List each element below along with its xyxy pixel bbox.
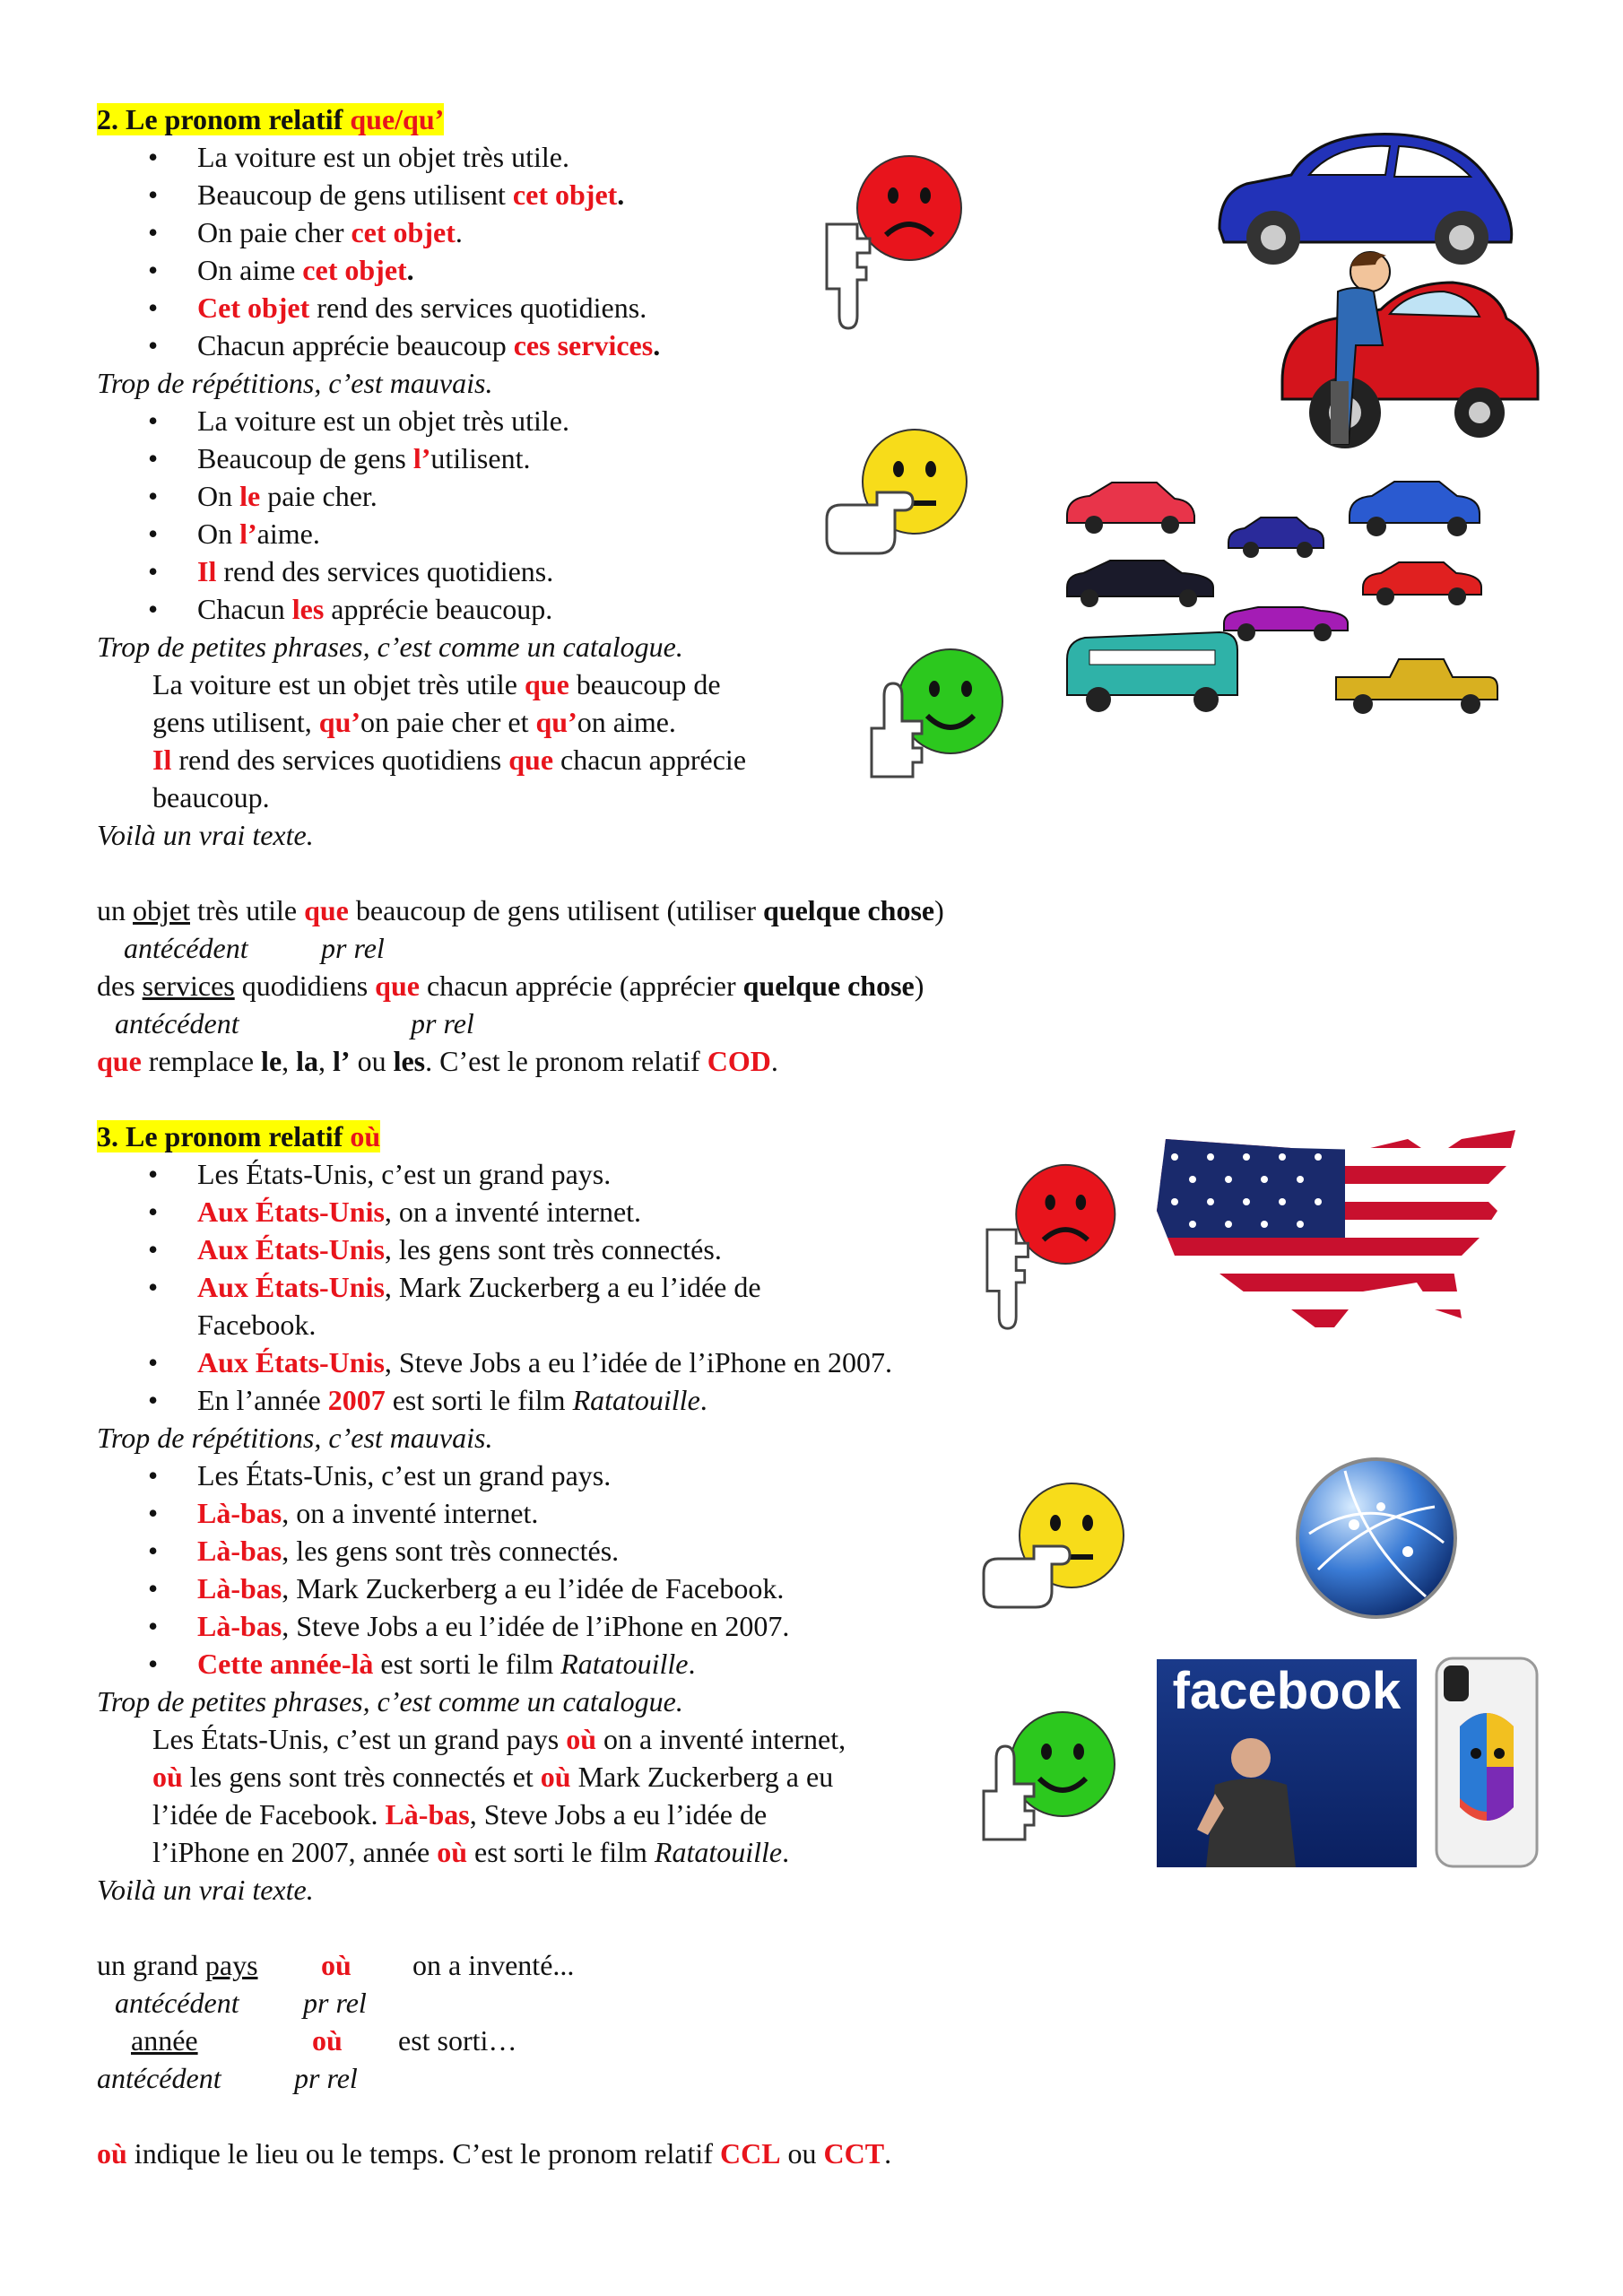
list-item: • Il rend des services quotidiens. xyxy=(197,552,553,590)
note-catalogue: Trop de petites phrases, c’est comme un catalogue. xyxy=(97,631,683,663)
purple-convertible xyxy=(1224,607,1348,641)
facebook-zuckerberg-image xyxy=(1157,1659,1417,1867)
man-with-red-car-image xyxy=(1264,247,1542,453)
note-catalogue: Trop de petites phrases, c’est comme un catalogue. xyxy=(97,1685,683,1718)
list-item: • Là-bas, les gens sont très connectés. xyxy=(197,1532,619,1570)
example-line: des services quodidiens que chacun apprécie (apprécier quelque chose) xyxy=(97,970,924,1002)
label-pr-rel: pr rel xyxy=(294,2062,358,2094)
list-item: • Cette année-là est sorti le film Ratatouille. xyxy=(197,1645,695,1683)
example-rest: on a inventé... xyxy=(412,1949,575,1981)
list-item-continuation: Facebook. xyxy=(197,1309,317,1341)
label-antecedent: antécédent xyxy=(115,1007,239,1039)
rule-line: que remplace le, la, l’ ou les. C’est le pronom relatif COD. xyxy=(97,1045,778,1077)
label-pr-rel: pr rel xyxy=(303,1987,367,2019)
section3-heading: 3. Le pronom relatif où xyxy=(97,1120,381,1152)
note-repetitions: Trop de répétitions, c’est mauvais. xyxy=(97,367,493,399)
paragraph-line: l’idée de Facebook. Là-bas, Steve Jobs a eu l’idée de xyxy=(152,1798,768,1831)
rule-line: où indique le lieu ou le temps. C’est le pronom relatif CCL ou CCT. xyxy=(97,2137,892,2170)
example-line: un objet très utile que beaucoup de gens utilisent (utiliser quelque chose) xyxy=(97,894,944,926)
list-item: • Chacun les apprécie beaucoup. xyxy=(197,590,552,628)
list-item: • La voiture est un objet très utile. xyxy=(197,138,569,176)
paragraph-line: gens utilisent, qu’on paie cher et qu’on aime. xyxy=(152,706,676,738)
happy-thumbs-up-icon xyxy=(973,1709,1125,1866)
section2-heading: 2. Le pronom relatif que/qu’ xyxy=(97,103,445,135)
example-antecedent: année xyxy=(131,2024,198,2057)
paragraph-line: Il rend des services quotidiens que chacun apprécie xyxy=(152,744,747,776)
list-item: • La voiture est un objet très utile. xyxy=(197,402,569,439)
list-item: • Aux États-Unis, les gens sont très connectés. xyxy=(197,1231,722,1268)
neutral-thumb-side-icon xyxy=(973,1480,1134,1623)
list-item: • Beaucoup de gens utilisent cet objet. xyxy=(197,176,624,213)
neutral-thumb-side-icon xyxy=(816,426,977,570)
list-item: • Cet objet rend des services quotidiens. xyxy=(197,289,647,326)
list-item: • On l’aime. xyxy=(197,515,320,552)
note-vrai-texte: Voilà un vrai texte. xyxy=(97,819,314,851)
navy-car xyxy=(1228,517,1324,558)
example-rest: est sorti… xyxy=(398,2024,517,2057)
label-antecedent: antécédent xyxy=(97,2062,221,2094)
list-item: • On le paie cher. xyxy=(197,477,378,515)
usa-flag-map-image xyxy=(1139,1112,1524,1354)
label-antecedent: antécédent xyxy=(124,932,248,964)
paragraph-line: beaucoup. xyxy=(152,781,270,813)
list-item: • Chacun apprécie beaucoup ces services. xyxy=(197,326,660,364)
pink-car xyxy=(1067,483,1194,534)
list-item: • Aux États-Unis, Mark Zuckerberg a eu l’idée de xyxy=(197,1268,761,1306)
sad-thumbs-down-icon xyxy=(816,152,977,332)
paragraph-line: l’iPhone en 2007, année où est sorti le film Ratatouille. xyxy=(152,1836,790,1868)
label-pr-rel: pr rel xyxy=(321,932,385,964)
list-item: • Aux États-Unis, on a inventé internet. xyxy=(197,1193,641,1231)
teal-van xyxy=(1067,632,1237,712)
list-item: • Là-bas, Steve Jobs a eu l’idée de l’iPhone en 2007. xyxy=(197,1607,789,1645)
note-repetitions: Trop de répétitions, c’est mauvais. xyxy=(97,1422,493,1454)
yellow-pickup xyxy=(1336,659,1497,714)
globe-internet-icon xyxy=(1291,1453,1462,1623)
list-item: • On paie cher cet objet. xyxy=(197,213,463,251)
label-pr-rel: pr rel xyxy=(411,1007,474,1039)
list-item: • Là-bas, on a inventé internet. xyxy=(197,1494,538,1532)
blue-sedan xyxy=(1350,482,1480,536)
list-item: • En l’année 2007 est sorti le film Ratatouille. xyxy=(197,1381,707,1419)
black-limousine xyxy=(1067,561,1213,607)
label-antecedent: antécédent xyxy=(115,1987,239,2019)
list-item: • Là-bas, Mark Zuckerberg a eu l’idée de Facebook. xyxy=(197,1570,784,1607)
list-item: • Beaucoup de gens l’utilisent. xyxy=(197,439,530,477)
paragraph-line: La voiture est un objet très utile que beaucoup de xyxy=(152,668,721,700)
paragraph-line: Les États-Unis, c’est un grand pays où on a inventé internet, xyxy=(152,1723,846,1755)
paragraph-line: où les gens sont très connectés et où Mark Zuckerberg a eu xyxy=(152,1761,834,1793)
list-item: • Les États-Unis, c’est un grand pays. xyxy=(197,1457,611,1494)
facebook-logo-text: facebook xyxy=(1172,1662,1402,1720)
example-line: un grand pays xyxy=(97,1949,258,1981)
example-rel: où xyxy=(312,2024,343,2057)
happy-thumbs-up-icon xyxy=(861,646,1013,803)
note-vrai-texte: Voilà un vrai texte. xyxy=(97,1874,314,1906)
red-coupe xyxy=(1363,562,1481,605)
list-item: • Aux États-Unis, Steve Jobs a eu l’idée de l’iPhone en 2007. xyxy=(197,1344,892,1381)
sad-thumbs-down-icon xyxy=(973,1161,1134,1332)
iphone-case-image xyxy=(1433,1655,1541,1870)
cars-collection-image xyxy=(1063,480,1529,731)
example-rel: où xyxy=(321,1949,352,1981)
list-item: • Les États-Unis, c’est un grand pays. xyxy=(197,1155,611,1193)
person-silhouette-icon xyxy=(1193,1731,1309,1867)
list-item: • On aime cet objet. xyxy=(197,251,414,289)
